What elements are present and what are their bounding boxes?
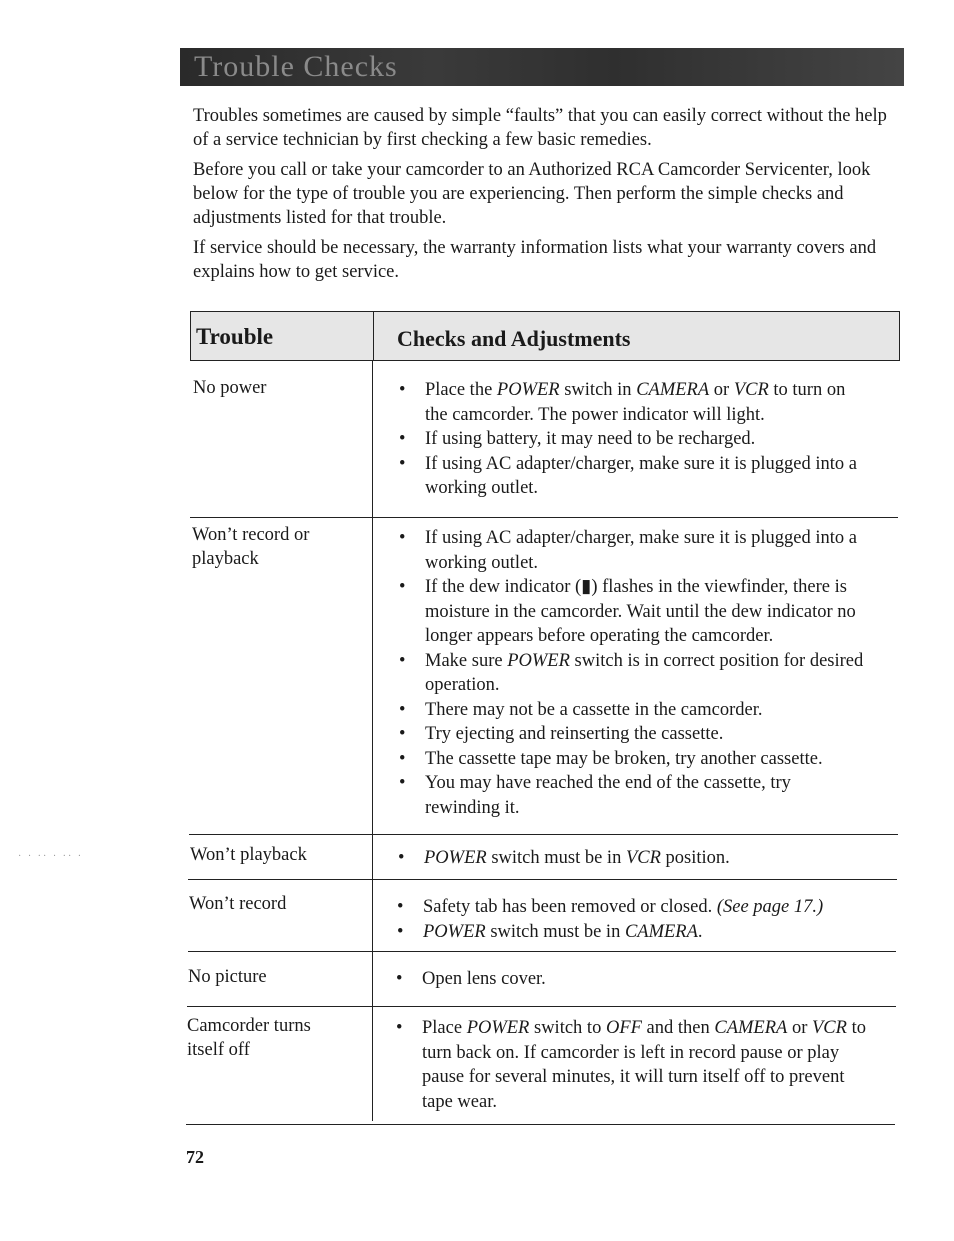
column-header-trouble: Trouble [196,324,274,349]
check-item: • If using battery, it may need to be recharged. [399,427,869,452]
trouble-label: Won’t record [189,894,287,914]
check-item: • If using AC adapter/charger, make sure it is plugged into a working outlet. [399,452,869,501]
intro-text: Troubles sometimes are caused by simple “faults” that you can easily correct without the help of a service technician by first checking a few basic remedies. [193,106,887,150]
check-item: • You may have reached the end of the cassette, try rewinding it. [399,771,869,820]
checks-list [397,895,867,944]
intro-text: Before you call or take your camcorder to an Authorized RCA Camcorder Servicenter, look below for the type of trouble you are experiencing. Then perform the simple checks and adjustments listed for that trouble. [193,160,871,228]
checks-list [398,846,868,871]
table-column-divider [372,361,373,1121]
check-item: • Safety tab has been removed or closed. (See page 17.) [397,895,867,920]
check-item: • The cassette tape may be broken, try another cassette. [399,747,869,772]
row-divider [186,1124,895,1125]
intro-paragraph-1 [193,104,893,152]
trouble-label: Won’t record or playback [192,525,310,569]
row-divider [190,517,898,518]
checks-list [396,967,866,992]
section-title-bar [180,48,904,86]
row-divider [188,951,896,952]
check-item: • Place the POWER switch in CAMERA or VCR to turn on the camcorder. The power indicator will light. [399,378,869,427]
page-number: 72 [186,1147,204,1167]
row-divider [187,1006,896,1007]
row-divider [189,834,898,835]
trouble-label: Camcorder turns itself off [187,1016,311,1060]
intro-paragraph-2 [193,158,893,230]
check-item: • Try ejecting and reinserting the cassette. [399,722,869,747]
table-header [190,311,900,361]
check-item: • POWER switch must be in VCR position. [398,846,868,871]
checks-list [396,1016,866,1114]
check-item: • POWER switch must be in CAMERA. [397,920,867,945]
check-item: • Open lens cover. [396,967,866,992]
trouble-label: No power [193,378,267,398]
scan-artifact: · · ·· · ·· · [18,851,84,862]
check-item: • Place POWER switch to OFF and then CAMERA or VCR to turn back on. If camcorder is left in record pause or play pause for several minutes, it will turn itself off to prevent tape wear. [396,1016,866,1114]
checks-list [399,526,869,820]
trouble-label: No picture [188,967,267,987]
column-header-checks: Checks and Adjustments [397,326,631,351]
trouble-label: Won’t playback [190,845,307,865]
check-item: • Make sure POWER switch is in correct position for desired operation. [399,649,869,698]
checks-list [399,378,869,501]
row-divider [188,879,897,880]
check-item: • If the dew indicator (▮) flashes in the viewfinder, there is moisture in the camcorder. Wait until the dew indicator no longer appears before operating the camcorder. [399,575,869,649]
intro-paragraph-3 [193,236,893,284]
check-item: • There may not be a cassette in the camcorder. [399,698,869,723]
check-item: • If using AC adapter/charger, make sure it is plugged into a working outlet. [399,526,869,575]
intro-text: If service should be necessary, the warranty information lists what your warranty covers and explains how to get service. [193,238,877,282]
section-title: Trouble Checks [194,50,398,83]
column-divider [373,312,374,360]
